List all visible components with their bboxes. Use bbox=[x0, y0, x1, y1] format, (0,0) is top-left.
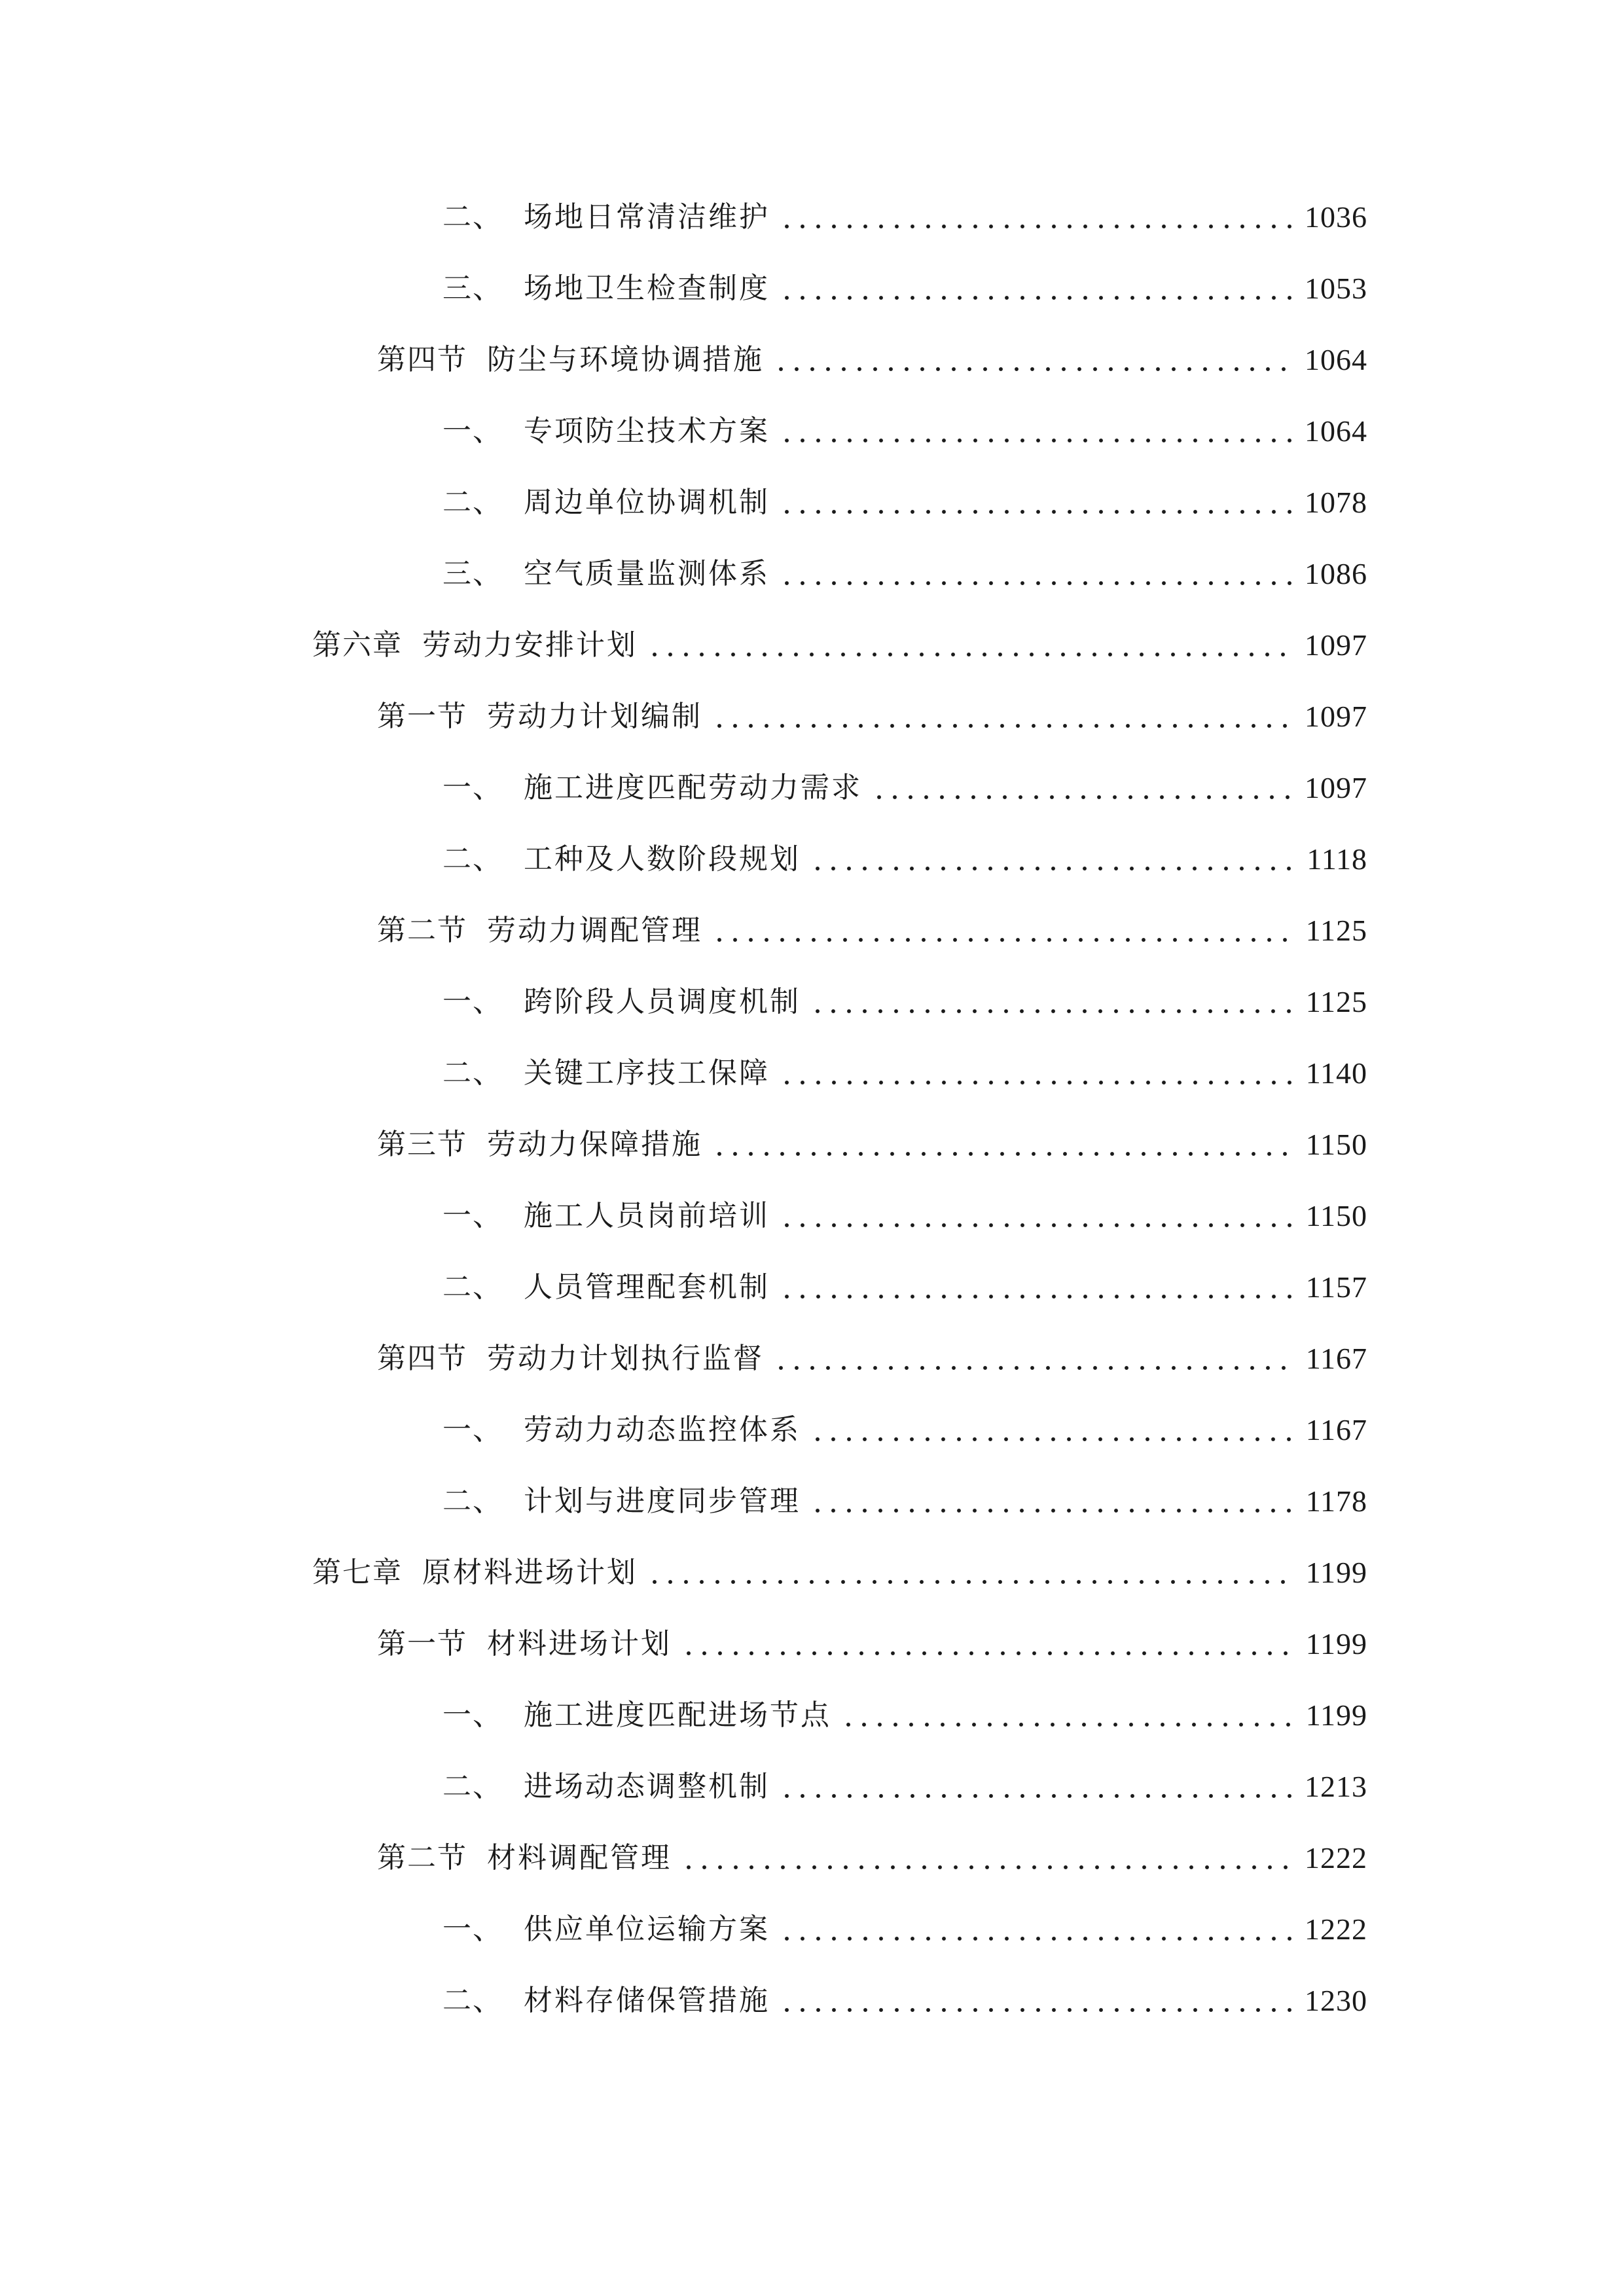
toc-entry[interactable] bbox=[442, 833, 1367, 886]
toc-entry[interactable] bbox=[442, 548, 1367, 600]
dot-leader bbox=[708, 1119, 1297, 1171]
toc-entry-number: 第二节 bbox=[377, 1841, 467, 1874]
toc-entry-page: 1150 bbox=[1305, 1199, 1367, 1232]
toc-entry-number: 二、 bbox=[442, 1770, 503, 1803]
toc-entry-title: 劳动力保障措施 bbox=[487, 1128, 702, 1161]
toc-entry-page: 1064 bbox=[1305, 343, 1367, 376]
toc-entry-number: 一、 bbox=[442, 1912, 503, 1946]
toc-entry-number: 二、 bbox=[442, 1056, 503, 1090]
toc-entry-title: 防尘与环境协调措施 bbox=[487, 343, 764, 376]
toc-entry[interactable] bbox=[377, 1618, 1367, 1670]
toc-entry-number: 第七章 bbox=[312, 1556, 403, 1589]
toc-entry-page: 1036 bbox=[1305, 200, 1367, 234]
toc-entry-title: 材料存储保管措施 bbox=[524, 1984, 770, 2017]
toc-entry[interactable] bbox=[312, 1547, 1367, 1599]
dot-leader bbox=[643, 619, 1295, 672]
toc-entry-page: 1199 bbox=[1305, 1627, 1367, 1660]
toc-entry-number: 二、 bbox=[442, 486, 503, 519]
toc-entry-title: 劳动力计划执行监督 bbox=[487, 1342, 764, 1375]
toc-entry-page: 1199 bbox=[1305, 1698, 1367, 1732]
toc-entry-page: 1097 bbox=[1305, 628, 1367, 662]
toc-entry-page: 1053 bbox=[1305, 272, 1367, 305]
dot-leader bbox=[775, 191, 1295, 243]
toc-entry-page: 1097 bbox=[1305, 771, 1367, 804]
toc-entry-title: 周边单位协调机制 bbox=[524, 486, 770, 519]
toc-entry-page: 1140 bbox=[1305, 1056, 1367, 1090]
toc-entry-number: 二、 bbox=[442, 1270, 503, 1304]
dot-leader bbox=[643, 1547, 1297, 1599]
toc-entry-number: 二、 bbox=[442, 1484, 503, 1518]
toc-entry[interactable] bbox=[442, 191, 1367, 243]
toc-entry-number: 一、 bbox=[442, 1413, 503, 1446]
toc-entry-title: 工种及人数阶段规划 bbox=[524, 842, 801, 876]
dot-leader bbox=[775, 1903, 1295, 1956]
toc-entry-number: 第四节 bbox=[377, 343, 467, 376]
toc-entry[interactable] bbox=[442, 1475, 1367, 1528]
toc-entry-title: 劳动力安排计划 bbox=[422, 628, 638, 662]
toc-entry-page: 1125 bbox=[1305, 914, 1367, 947]
toc-entry-page: 1157 bbox=[1305, 1270, 1367, 1304]
dot-leader bbox=[837, 1689, 1297, 1742]
dot-leader bbox=[867, 762, 1295, 814]
dot-leader bbox=[677, 1618, 1297, 1670]
toc-entry-number: 一、 bbox=[442, 414, 503, 448]
toc-entry-page: 1150 bbox=[1305, 1128, 1367, 1161]
toc-entry-number: 第二节 bbox=[377, 914, 467, 947]
dot-leader bbox=[769, 1333, 1297, 1385]
toc-entry[interactable] bbox=[377, 1832, 1367, 1884]
dot-leader bbox=[775, 1261, 1297, 1314]
toc-entry-title: 材料调配管理 bbox=[487, 1841, 672, 1874]
toc-entry-page: 1064 bbox=[1305, 414, 1367, 448]
toc-entry-title: 原材料进场计划 bbox=[422, 1556, 638, 1589]
toc-entry-title: 劳动力动态监控体系 bbox=[524, 1413, 801, 1446]
toc-entry-number: 二、 bbox=[442, 1984, 503, 2017]
toc-entry-number: 二、 bbox=[442, 200, 503, 234]
toc-entry-number: 一、 bbox=[442, 771, 503, 804]
toc-entry[interactable] bbox=[442, 1689, 1367, 1742]
toc-entry-title: 施工进度匹配进场节点 bbox=[524, 1698, 831, 1732]
toc-entry-title: 劳动力计划编制 bbox=[487, 700, 702, 733]
toc-entry-title: 场地日常清洁维护 bbox=[524, 200, 770, 234]
toc-entry[interactable] bbox=[442, 1761, 1367, 1813]
toc-entry-number: 第三节 bbox=[377, 1128, 467, 1161]
toc-entry-page: 1097 bbox=[1305, 700, 1367, 733]
toc-entry-page: 1222 bbox=[1305, 1912, 1367, 1946]
toc-entry-title: 材料进场计划 bbox=[487, 1627, 672, 1660]
toc-entry-title: 专项防尘技术方案 bbox=[524, 414, 770, 448]
toc-entry-number: 第六章 bbox=[312, 628, 403, 662]
toc-entry[interactable] bbox=[442, 976, 1367, 1028]
toc-entry-page: 1125 bbox=[1305, 985, 1367, 1018]
toc-entry-title: 关键工序技工保障 bbox=[524, 1056, 770, 1090]
toc-entry-number: 二、 bbox=[442, 842, 503, 876]
toc-entry-page: 1078 bbox=[1305, 486, 1367, 519]
toc-entry[interactable] bbox=[442, 262, 1367, 315]
toc-entry-number: 三、 bbox=[442, 557, 503, 590]
toc-entry[interactable] bbox=[442, 476, 1367, 529]
toc-entry-page: 1222 bbox=[1305, 1841, 1367, 1874]
toc-entry[interactable] bbox=[377, 691, 1367, 743]
toc-entry-number: 一、 bbox=[442, 1199, 503, 1232]
toc-entry-page: 1178 bbox=[1305, 1484, 1367, 1518]
dot-leader bbox=[677, 1832, 1295, 1884]
toc-entry[interactable] bbox=[377, 1333, 1367, 1385]
toc-entry-title: 劳动力调配管理 bbox=[487, 914, 702, 947]
toc-entry-title: 跨阶段人员调度机制 bbox=[524, 985, 801, 1018]
toc-entry-page: 1230 bbox=[1305, 1984, 1367, 2017]
dot-leader bbox=[775, 1761, 1295, 1813]
dot-leader bbox=[806, 833, 1297, 886]
dot-leader bbox=[708, 905, 1297, 957]
toc-entry-number: 三、 bbox=[442, 272, 503, 305]
dot-leader bbox=[806, 1475, 1297, 1528]
toc-entry-page: 1213 bbox=[1305, 1770, 1367, 1803]
toc-entry[interactable] bbox=[442, 1404, 1367, 1456]
dot-leader bbox=[775, 476, 1295, 529]
toc-entry-title: 计划与进度同步管理 bbox=[524, 1484, 801, 1518]
toc-entry-page: 1167 bbox=[1305, 1413, 1367, 1446]
toc-entry[interactable] bbox=[312, 619, 1367, 672]
toc-entry-title: 施工进度匹配劳动力需求 bbox=[524, 771, 862, 804]
toc-entry[interactable] bbox=[442, 1190, 1367, 1242]
dot-leader bbox=[775, 1975, 1295, 2027]
dot-leader bbox=[708, 691, 1295, 743]
toc-entry-number: 一、 bbox=[442, 1698, 503, 1732]
dot-leader bbox=[775, 262, 1295, 315]
toc-entry-page: 1118 bbox=[1307, 842, 1367, 876]
dot-leader bbox=[775, 1047, 1297, 1100]
toc-entry[interactable] bbox=[377, 334, 1367, 386]
toc-entry-page: 1199 bbox=[1305, 1556, 1367, 1589]
toc-entry-title: 供应单位运输方案 bbox=[524, 1912, 770, 1946]
toc-entry[interactable] bbox=[442, 1975, 1367, 2027]
toc-entry[interactable] bbox=[377, 1119, 1367, 1171]
toc-entry-number: 第一节 bbox=[377, 1627, 467, 1660]
dot-leader bbox=[769, 334, 1295, 386]
toc-entry[interactable] bbox=[442, 1903, 1367, 1956]
toc-entry-page: 1086 bbox=[1305, 557, 1367, 590]
toc-entry[interactable] bbox=[442, 405, 1367, 457]
dot-leader bbox=[806, 976, 1297, 1028]
toc-entry-title: 施工人员岗前培训 bbox=[524, 1199, 770, 1232]
toc-entry-title: 进场动态调整机制 bbox=[524, 1770, 770, 1803]
toc-entry[interactable] bbox=[442, 1047, 1367, 1100]
toc-entry-title: 人员管理配套机制 bbox=[524, 1270, 770, 1304]
toc-entry[interactable] bbox=[377, 905, 1367, 957]
toc-entry-number: 第一节 bbox=[377, 700, 467, 733]
toc-entry-page: 1167 bbox=[1305, 1342, 1367, 1375]
toc-entry-number: 一、 bbox=[442, 985, 503, 1018]
toc-entry[interactable] bbox=[442, 762, 1367, 814]
toc-entry[interactable] bbox=[442, 1261, 1367, 1314]
dot-leader bbox=[806, 1404, 1297, 1456]
toc-entry-title: 空气质量监测体系 bbox=[524, 557, 770, 590]
dot-leader bbox=[775, 1190, 1297, 1242]
toc-entry-title: 场地卫生检查制度 bbox=[524, 272, 770, 305]
toc-entry-number: 第四节 bbox=[377, 1342, 467, 1375]
dot-leader bbox=[775, 548, 1295, 600]
dot-leader bbox=[775, 405, 1295, 457]
